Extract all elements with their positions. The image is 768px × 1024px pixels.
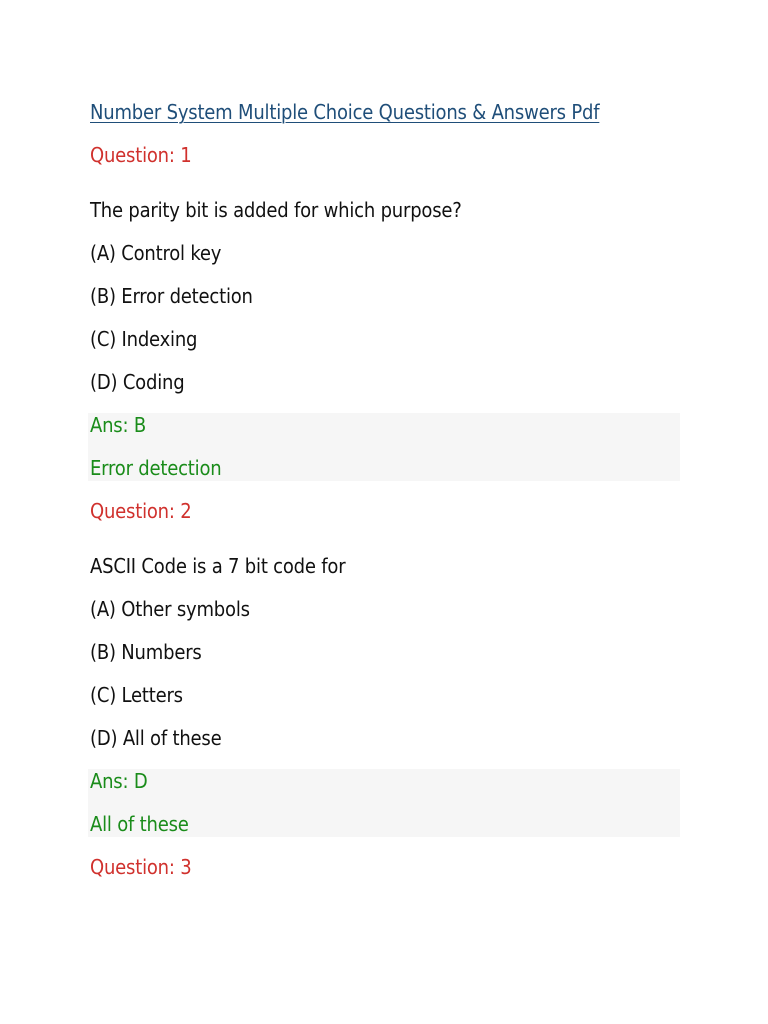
question-1-text: The parity bit is added for which purpose? [90, 198, 462, 222]
question-1-option-a: (A) Control key [90, 241, 222, 265]
question-3-label: Question: 3 [90, 855, 192, 879]
question-2-label: Question: 2 [90, 499, 192, 523]
question-1-option-b: (B) Error detection [90, 284, 253, 308]
question-2-option-c: (C) Letters [90, 683, 183, 707]
question-1-option-d: (D) Coding [90, 370, 185, 394]
document-title[interactable]: Number System Multiple Choice Questions & Answers Pdf [90, 100, 600, 124]
question-1-answer: Ans: B [90, 413, 147, 437]
question-2-text: ASCII Code is a 7 bit code for [90, 554, 346, 578]
question-1-explanation: Error detection [90, 456, 222, 480]
question-2-option-a: (A) Other symbols [90, 597, 250, 621]
question-2-option-b: (B) Numbers [90, 640, 202, 664]
question-2-answer: Ans: D [90, 769, 148, 793]
question-1-option-c: (C) Indexing [90, 327, 198, 351]
question-1-label: Question: 1 [90, 143, 192, 167]
question-2-explanation: All of these [90, 812, 189, 836]
question-2-option-d: (D) All of these [90, 726, 222, 750]
